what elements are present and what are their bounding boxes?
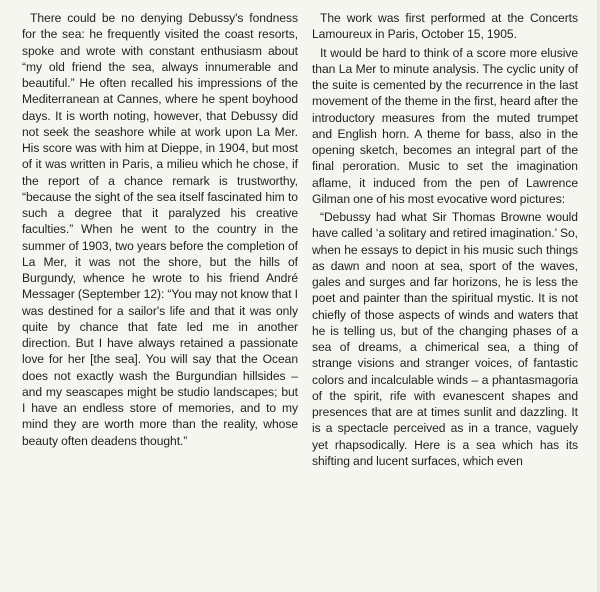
right-paragraph-3: “Debussy had what Sir Thomas Browne would have called ‘a solitary and retired imagination.’ So, when he essays to depict in his music such things as dawn and noon at sea, sport of the waves, gales and surges and far horizons, he is less the poet and painter than the spiritual mystic. It is not chiefly of those aspects of winds and waters that he is telling us, but of the changing phases of a sea of dreams, a chimerical sea, a thing of strange visions and stranger voices, of fantastic colors and incalculable winds – a phantasmagoria of the spirit, rife with evanescent shapes and presences that are at times sunlit and dazzling. It is a spectacle perceived as in a trance, vaguely yet rhapsodically. Here is a sea which has its shifting and lucent surfaces, which even (312, 210, 578, 468)
right-paragraph-1: The work was first performed at the Concerts Lamoureux in Paris, October 15, 1905. (312, 11, 578, 42)
right-paragraph-2: It would be hard to think of a score more elusive than La Mer to minute analysis. The cyclic unity of the suite is cemented by the recurrence in the last movement of the theme in the first, heard after the introductory measures from the muted trumpet and English horn. A theme for bass, also in the opening sketch, becomes an integral part of the final peroration. Music to set the imagination aflame, it induced from the pen of Lawrence Gilman one of his most evocative word pictures: (312, 45, 578, 206)
right-text-column (312, 10, 578, 469)
left-paragraph-1: There could be no denying Debussy's fondness for the sea: he frequently visited the coast resorts, spoke and wrote with constant enthusiasm about “my old friend the sea, always innumerable and beautiful.” He often recalled his impressions of the Mediterranean at Cannes, where he spent boyhood days. It is worth noting, however, that Debussy did not seek the seashore while at work upon La Mer. His score was with him at Dieppe, in 1904, but most of it was written in Paris, a milieu which he chose, if the report of a chance remark is trustworthy, “because the sight of the sea itself fascinated him to such a degree that it paralyzed his creative faculties.” When he went to the country in the summer of 1903, two years before the completion of La Mer, it was not the shore, but the hills of Burgundy, whence he wrote to his friend André Messager (September 12): “You may not know that I was destined for a sailor's life and that it was only quite by chance that fate led me in another direction. But I have always retained a passionate love for her [the sea]. You will say that the Ocean does not exactly wash the Burgundian hillsides – and my seascapes might be studio landscapes; but I have an endless store of memories, and to my mind they are worth more than the reality, whose beauty often deadens thought.” (22, 11, 298, 448)
left-text-column (22, 10, 298, 449)
